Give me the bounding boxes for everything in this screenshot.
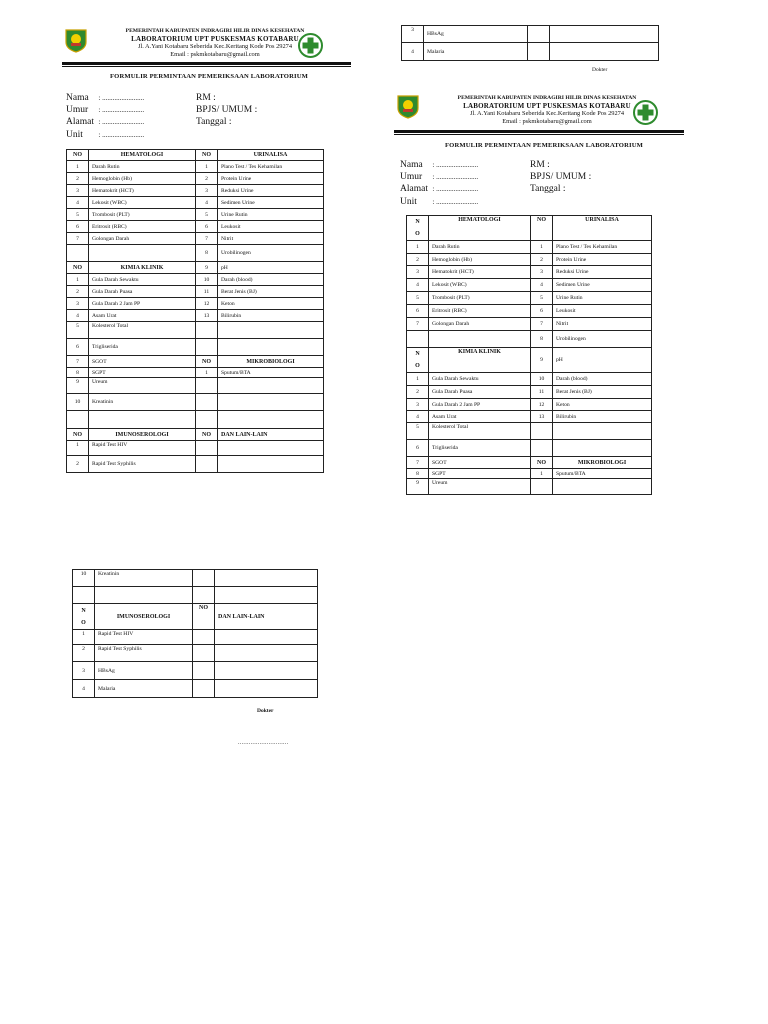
label-unit: Unit <box>66 129 83 140</box>
col-mikrobiologi: MIKROBIOLOGI <box>553 457 652 469</box>
header-divider-thin <box>62 66 351 67</box>
signature-line[interactable]: ............................ <box>238 740 289 746</box>
col-no: NO <box>196 429 218 441</box>
exam-item: Trombosit (PLT) <box>429 292 531 305</box>
exam-item: Darah Rutin <box>89 161 196 173</box>
col-no: NO <box>531 216 553 241</box>
row-no: 7 <box>67 233 89 245</box>
col-mikrobiologi: MIKROBIOLOGI <box>218 356 324 368</box>
exam-item: Urine Rutin <box>553 292 652 305</box>
exam-item: Urine Rutin <box>218 209 324 221</box>
col-kimia-klinik: KIMIA KLINIK <box>429 348 531 373</box>
table-row[interactable] <box>73 630 318 645</box>
row-no: 9 <box>407 479 429 495</box>
row-no: 2 <box>67 286 89 298</box>
exam-item: Eritrosit (RBC) <box>429 305 531 318</box>
table-row[interactable] <box>67 286 324 298</box>
left-exam-table <box>66 149 324 473</box>
header-line-2: LABORATORIUM UPT PUSKESMAS KOTABARU <box>131 35 299 43</box>
alamat-field[interactable]: : ........................ <box>98 118 145 127</box>
col-no: NO <box>196 356 218 368</box>
col-urinalisa: URINALISA <box>218 150 324 161</box>
exam-item: Trigliserida <box>429 440 531 457</box>
row-no: 3 <box>196 185 218 197</box>
exam-item: Trigliserida <box>89 339 196 356</box>
col-kimia-klinik: KIMIA KLINIK <box>89 262 196 274</box>
row-no: 13 <box>531 411 553 423</box>
col-no: NO <box>196 150 218 161</box>
form-header <box>412 94 682 126</box>
right-continuation-table <box>401 25 659 61</box>
exam-item: SGOT <box>89 356 196 368</box>
row-no: 3 <box>67 298 89 310</box>
row-no: 1 <box>196 161 218 173</box>
col-no: NO <box>67 150 89 161</box>
col-no-n: N <box>415 351 420 357</box>
row-no: 1 <box>531 469 553 479</box>
table-row[interactable] <box>402 26 659 43</box>
col-no: NO <box>193 604 215 630</box>
row-no: 1 <box>67 441 89 456</box>
dokter-label: Dokter <box>257 708 274 714</box>
row-no: 7 <box>407 457 429 469</box>
row-no: 12 <box>196 298 218 310</box>
label-umur: Umur <box>66 105 89 116</box>
exam-item: Malaria <box>95 680 193 698</box>
exam-item: Ureum <box>429 479 531 495</box>
exam-item: Rapid Test HIV <box>95 630 193 645</box>
exam-item: Urobilinogen <box>553 331 652 348</box>
exam-item: Gula Darah 2 Jam PP <box>429 399 531 411</box>
row-no: 11 <box>196 286 218 298</box>
exam-item: Gula Darah Puasa <box>89 286 196 298</box>
col-imunoserologi: IMUNOSEROLOGI <box>95 604 193 630</box>
row-no: 2 <box>407 254 429 266</box>
alamat-field[interactable]: : ........................ <box>432 185 479 194</box>
table-row[interactable] <box>407 254 652 266</box>
row-no: 4 <box>67 310 89 322</box>
exam-item: Sedimen Urine <box>218 197 324 209</box>
row-no: 7 <box>531 318 553 331</box>
table-row[interactable] <box>67 339 324 356</box>
exam-item: Eritrosit (RBC) <box>89 221 196 233</box>
table-row[interactable] <box>67 394 324 411</box>
row-no: 9 <box>196 262 218 274</box>
row-no: 3 <box>531 266 553 279</box>
unit-field[interactable]: : ........................ <box>432 197 479 206</box>
exam-item: Gula Darah 2 Jam PP <box>89 298 196 310</box>
exam-item: Gula Darah Sewaktu <box>89 274 196 286</box>
col-no: NO <box>67 262 89 274</box>
exam-item: Berat Jenis (BJ) <box>218 286 324 298</box>
row-no: 2 <box>67 456 89 473</box>
exam-item: Asam Urat <box>429 411 531 423</box>
table-row[interactable] <box>407 373 652 386</box>
row-no: 2 <box>531 254 553 266</box>
bpjs-field[interactable]: BPJS/ UMUM : <box>196 105 258 116</box>
table-row[interactable] <box>407 241 652 254</box>
exam-item: SGPT <box>429 469 531 479</box>
table-row[interactable] <box>67 245 324 262</box>
exam-item: Darah (blood) <box>553 373 652 386</box>
exam-item: Lekosit (WBC) <box>429 279 531 292</box>
row-no: 4 <box>407 411 429 423</box>
patient-fields-left <box>66 92 144 141</box>
exam-item: Keton <box>218 298 324 310</box>
exam-item: Rapid Test Syphilis <box>89 456 196 473</box>
table-row[interactable] <box>67 368 324 378</box>
patient-fields-right <box>530 159 591 196</box>
patient-fields-right <box>196 92 257 129</box>
table-row[interactable] <box>67 322 324 339</box>
header-line-4: Email : pskmkotabaru@gmail.com <box>502 118 592 125</box>
row-no: 8 <box>196 245 218 262</box>
col-hematologi: HEMATOLOGI <box>429 216 531 241</box>
row-no: 9 <box>67 378 89 394</box>
exam-item: Keton <box>553 399 652 411</box>
row-no: 13 <box>196 310 218 322</box>
label-nama: Nama <box>400 160 423 170</box>
table-row[interactable] <box>67 161 324 173</box>
table-row[interactable] <box>67 310 324 322</box>
table-row[interactable] <box>407 411 652 423</box>
exam-item: Sputum/BTA <box>218 368 324 378</box>
row-no: 6 <box>531 305 553 318</box>
row-no: 7 <box>196 233 218 245</box>
header-line-3: Jl. A.Yani Kotabaru Seberida Kec.Keritang Kode Pos 29274 <box>469 110 625 117</box>
col-hematologi: HEMATOLOGI <box>89 150 196 161</box>
row-no: 10 <box>67 394 89 411</box>
table-row[interactable] <box>67 209 324 221</box>
row-no: 5 <box>407 423 429 440</box>
row-no: 1 <box>531 241 553 254</box>
table-row[interactable] <box>67 173 324 185</box>
patient-fields-left <box>400 159 478 208</box>
exam-item: Nitrit <box>553 318 652 331</box>
row-no: 2 <box>196 173 218 185</box>
header-divider <box>394 130 684 133</box>
table-row[interactable] <box>407 266 652 279</box>
exam-item: Golongan Darah <box>89 233 196 245</box>
row-no: 7 <box>407 318 429 331</box>
exam-item: Hematokrit (HCT) <box>89 185 196 197</box>
col-no-o: O <box>415 363 420 369</box>
exam-item: Malaria <box>424 43 528 61</box>
row-no: 12 <box>531 399 553 411</box>
col-no: NO <box>67 429 89 441</box>
table-row[interactable] <box>73 645 318 662</box>
table-row[interactable] <box>67 197 324 209</box>
exam-item: Rapid Test Syphilis <box>95 645 193 662</box>
table-row[interactable] <box>407 386 652 399</box>
table-row[interactable] <box>407 318 652 331</box>
row-no: 3 <box>67 185 89 197</box>
table-row[interactable] <box>407 292 652 305</box>
header-divider-thin <box>394 134 684 135</box>
row-no: 1 <box>73 630 95 645</box>
bpjs-field[interactable]: BPJS/ UMUM : <box>530 172 592 183</box>
exam-item: Hemoglobin (Hb) <box>89 173 196 185</box>
exam-item: Urobilinogen <box>218 245 324 262</box>
row-no: 3 <box>407 266 429 279</box>
exam-item: Protein Urine <box>218 173 324 185</box>
row-no: 4 <box>407 279 429 292</box>
col-no <box>407 216 429 241</box>
exam-item: Kreatinin <box>89 394 196 411</box>
exam-item: Kreatinin <box>95 570 193 587</box>
row-no: 1 <box>196 368 218 378</box>
exam-item: Gula Darah Puasa <box>429 386 531 399</box>
exam-item: Darah Rutin <box>429 241 531 254</box>
col-no <box>407 348 429 373</box>
right-exam-table <box>406 215 652 495</box>
row-no: 5 <box>531 292 553 305</box>
row-no: 5 <box>67 322 89 339</box>
row-no: 5 <box>196 209 218 221</box>
row-no: 5 <box>407 292 429 305</box>
exam-item: Darah (blood) <box>218 274 324 286</box>
col-lain-lain: DAN LAIN-LAIN <box>218 429 324 441</box>
label-unit: Unit <box>400 196 417 207</box>
table-row[interactable] <box>67 185 324 197</box>
table-row[interactable] <box>73 680 318 698</box>
row-no: 4 <box>531 279 553 292</box>
table-row[interactable] <box>407 399 652 411</box>
exam-item: Leukosit <box>553 305 652 318</box>
exam-item: Reduksi Urine <box>218 185 324 197</box>
label-nama: Nama <box>66 93 89 103</box>
exam-item: Rapid Test HIV <box>89 441 196 456</box>
exam-item: Asam Urat <box>89 310 196 322</box>
rm-field[interactable]: RM : <box>196 93 216 103</box>
unit-field[interactable]: : ........................ <box>98 130 145 139</box>
header-line-4: Email : pskmkotabaru@gmail.com <box>170 51 260 58</box>
table-row[interactable] <box>407 469 652 479</box>
header-line-1: PEMERINTAH KABUPATEN INDRAGIRI HILIR DINAS KESEHATAN <box>125 28 305 34</box>
col-imunoserologi: IMUNOSEROLOGI <box>89 429 196 441</box>
row-no: 6 <box>67 339 89 356</box>
table-row[interactable] <box>407 305 652 318</box>
col-lain-lain: DAN LAIN-LAIN <box>215 604 318 630</box>
exam-item: Gula Darah Sewaktu <box>429 373 531 386</box>
form-header <box>80 27 350 59</box>
table-row[interactable] <box>67 441 324 456</box>
exam-item: Kolesterol Total <box>429 423 531 440</box>
row-no: 11 <box>531 386 553 399</box>
form-title: FORMULIR PERMINTAAN PEMERIKSAAN LABORATORIUM <box>110 73 309 80</box>
col-no <box>73 604 95 630</box>
col-no-n: N <box>415 219 420 225</box>
col-urinalisa: URINALISA <box>553 216 652 241</box>
row-no: 6 <box>67 221 89 233</box>
table-row[interactable] <box>67 233 324 245</box>
table-row[interactable] <box>402 43 659 61</box>
form-title: FORMULIR PERMINTAAN PEMERIKSAAN LABORATORIUM <box>445 142 644 149</box>
exam-item: HBsAg <box>95 662 193 680</box>
table-row[interactable] <box>73 570 318 587</box>
table-row[interactable] <box>73 662 318 680</box>
row-no: 3 <box>402 26 424 43</box>
exam-item: Berat Jenis (BJ) <box>553 386 652 399</box>
row-no: 1 <box>407 241 429 254</box>
label-alamat: Alamat <box>66 117 94 128</box>
table-row[interactable] <box>407 423 652 440</box>
exam-item: Trombosit (PLT) <box>89 209 196 221</box>
header-line-2: LABORATORIUM UPT PUSKESMAS KOTABARU <box>463 102 631 110</box>
rm-field[interactable]: RM : <box>530 160 550 170</box>
exam-item: Reduksi Urine <box>553 266 652 279</box>
table-row[interactable] <box>67 274 324 286</box>
exam-item: Bilirubin <box>553 411 652 423</box>
table-row[interactable] <box>67 298 324 310</box>
row-no: 8 <box>67 368 89 378</box>
row-no: 2 <box>73 645 95 662</box>
row-no: 6 <box>407 305 429 318</box>
exam-item: Bilirubin <box>218 310 324 322</box>
col-no-o: O <box>415 231 420 237</box>
exam-item: Kolesterol Total <box>89 322 196 339</box>
row-no: 2 <box>67 173 89 185</box>
row-no: 3 <box>407 399 429 411</box>
row-no: 7 <box>67 356 89 368</box>
row-no: 1 <box>67 274 89 286</box>
col-no: NO <box>531 457 553 469</box>
row-no: 4 <box>67 197 89 209</box>
table-row[interactable] <box>407 479 652 495</box>
exam-item: SGPT <box>89 368 196 378</box>
row-no: 1 <box>67 161 89 173</box>
exam-item: SGOT <box>429 457 531 469</box>
row-no: 10 <box>531 373 553 386</box>
exam-item: pH <box>218 262 324 274</box>
row-no: 4 <box>73 680 95 698</box>
col-no-n: N <box>81 607 86 614</box>
bottom-continuation-table <box>72 569 318 698</box>
col-no-o: O <box>81 619 86 626</box>
exam-item: Sputum/BTA <box>553 469 652 479</box>
row-no: 10 <box>196 274 218 286</box>
row-no: 9 <box>531 348 553 373</box>
exam-item: Hematokrit (HCT) <box>429 266 531 279</box>
table-row[interactable] <box>407 440 652 457</box>
exam-item: Leukosit <box>218 221 324 233</box>
exam-item: Sedimen Urine <box>553 279 652 292</box>
exam-item: pH <box>553 348 652 373</box>
row-no: 3 <box>73 662 95 680</box>
row-no: 6 <box>407 440 429 457</box>
tanggal-field[interactable]: Tanggal : <box>196 117 232 128</box>
row-no: 4 <box>402 43 424 61</box>
table-row[interactable] <box>407 331 652 348</box>
row-no: 4 <box>196 197 218 209</box>
table-row[interactable] <box>407 279 652 292</box>
exam-item: Plano Test / Tes Kehamilan <box>218 161 324 173</box>
exam-item: HBsAg <box>424 26 528 43</box>
exam-item: Golongan Darah <box>429 318 531 331</box>
row-no: 8 <box>407 469 429 479</box>
exam-item: Hemoglobin (Hb) <box>429 254 531 266</box>
tanggal-field[interactable]: Tanggal : <box>530 184 566 195</box>
row-no: 1 <box>407 373 429 386</box>
row-no: 10 <box>73 570 95 587</box>
exam-item: Ureum <box>89 378 196 394</box>
row-no: 5 <box>67 209 89 221</box>
label-alamat: Alamat <box>400 184 428 195</box>
table-row[interactable] <box>67 378 324 394</box>
row-no: 6 <box>196 221 218 233</box>
table-row[interactable] <box>67 456 324 473</box>
exam-item: Protein Urine <box>553 254 652 266</box>
nama-field[interactable]: : ........................ <box>98 94 145 102</box>
row-no: 2 <box>407 386 429 399</box>
exam-item: Nitrit <box>218 233 324 245</box>
dokter-label: Dokter <box>592 67 608 73</box>
exam-item: Plano Test / Tes Kehamilan <box>553 241 652 254</box>
header-line-3: Jl. A.Yani Kotabaru Seberida Kec.Keritang Kode Pos 29274 <box>137 43 293 50</box>
umur-field[interactable]: : ........................ <box>432 173 479 182</box>
umur-field[interactable]: : ........................ <box>98 106 145 115</box>
row-no: 8 <box>531 331 553 348</box>
table-row[interactable] <box>67 221 324 233</box>
header-divider <box>62 62 351 65</box>
nama-field[interactable]: : ........................ <box>432 161 479 169</box>
exam-item: Lekosit (WBC) <box>89 197 196 209</box>
label-umur: Umur <box>400 172 423 183</box>
header-line-1: PEMERINTAH KABUPATEN INDRAGIRI HILIR DINAS KESEHATAN <box>457 95 637 101</box>
